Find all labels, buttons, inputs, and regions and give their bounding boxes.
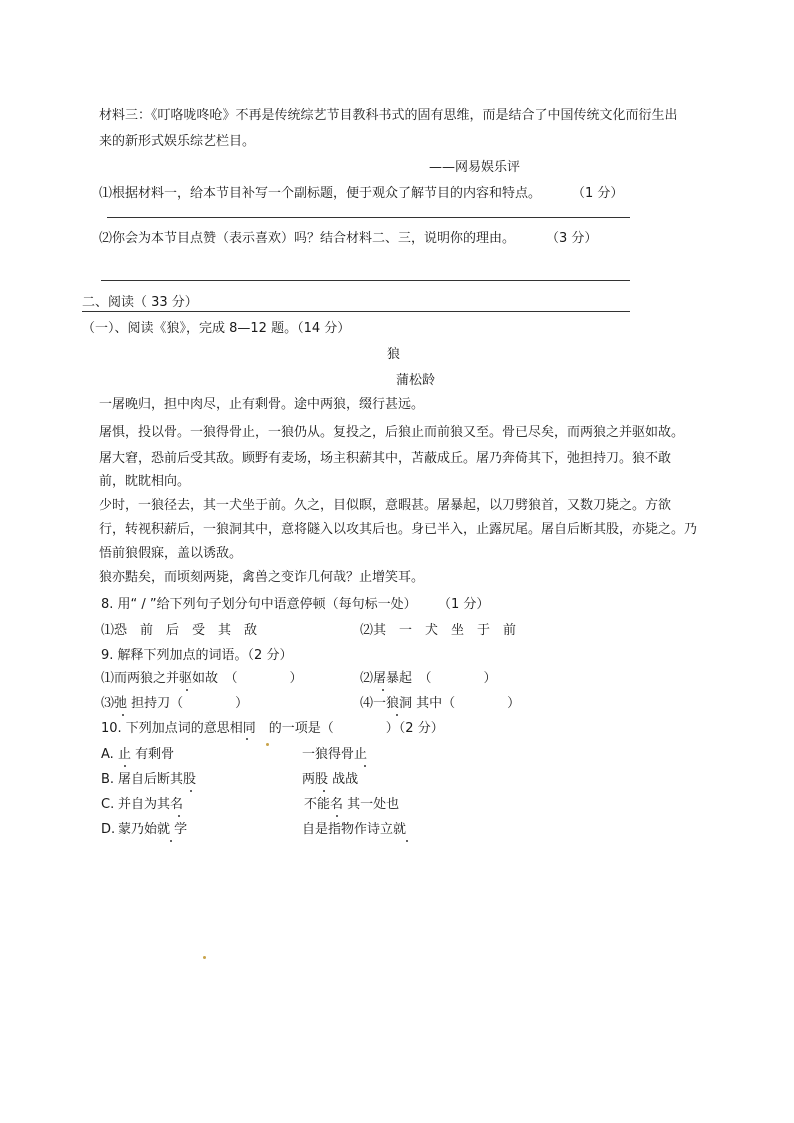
option-b-label: B.: [101, 772, 115, 787]
option-d-label: D.: [101, 822, 116, 837]
question-8-sentence-b: ⑵其 一 犬 坐 于 前: [360, 623, 517, 638]
question-9-item-a: ⑴而两狼之并驱如故 （ ）: [101, 671, 303, 686]
emphasis-dot: [396, 714, 398, 716]
question-8-points: （1 分）: [438, 597, 490, 612]
question-2-points: （3 分）: [546, 231, 598, 246]
section-2-heading: 二、阅读（ 33 分）: [82, 295, 198, 310]
passage-paragraph-1: 一屠晚归，担中肉尽，止有剩骨。途中两狼，缀行甚远。: [99, 397, 425, 412]
option-a-label: A.: [101, 747, 114, 762]
section-divider: [82, 311, 630, 312]
question-2-text: ⑵你会为本节目点赞（表示喜欢）吗？结合材料二、三，说明你的理由。: [99, 231, 516, 246]
passage-author: 蒲松龄: [396, 373, 436, 388]
material3-line1: 材料三：《叮咯咙咚呛》不再是传统综艺节目教科书式的固有思维，而是结合了中国传统文化而衍生出: [99, 108, 678, 123]
passage-paragraph-5: 狼亦黠矣，而顷刻两毙，禽兽之变诈几何哉？止增笑耳。: [99, 570, 425, 585]
passage-paragraph-4-line-1: 少时，一狼径去，其一犬坐于前。久之，目似瞑，意暇甚。屠暴起，以刀劈狼首，又数刀毙之。方欲: [99, 498, 672, 513]
question-9-item-d: ⑷一狼洞 其中（ ）: [360, 696, 521, 711]
question-9-text: 9. 解释下列加点的词语。（2 分）: [101, 648, 293, 663]
question-9-item-b: ⑵屠暴起 （ ）: [360, 671, 497, 686]
passage-paragraph-2: 屠惧，投以骨。一狼得骨止，一狼仍从。复投之，后狼止而前狼又至。骨已尽矣，而两狼之并驱如故。: [99, 425, 685, 440]
emphasis-dot: [122, 714, 124, 716]
question-8-text: 8. 用“ / ”给下列句子划分句中语意停顿（每句标一处）: [101, 597, 417, 612]
option-b-left: 屠自后断其股: [118, 772, 197, 787]
emphasis-dot: [186, 689, 188, 691]
passage-paragraph-3-line-1: 屠大窘，恐前后受其敌。顾野有麦场，场主积薪其中，苫蔽成丘。屠乃奔倚其下，弛担持刀。狼不敢: [99, 451, 672, 466]
material3-line2: 来的新形式娱乐综艺栏目。: [99, 134, 256, 149]
emphasis-dot: [336, 815, 338, 817]
passage-paragraph-4-line-2: 行，转视积薪后，一狼洞其中，意将隧入以攻其后也。身已半入，止露尻尾。屠自后断其股，亦毙之。乃: [99, 522, 698, 537]
emphasis-dot: [170, 840, 172, 842]
material3-source: ——网易娱乐评: [429, 160, 521, 175]
option-d-left: 蒙乃始就 学: [118, 822, 188, 837]
emphasis-dot: [178, 815, 180, 817]
scan-speck: [203, 956, 206, 959]
emphasis-dot: [382, 689, 384, 691]
question-8-sentence-a: ⑴恐 前 后 受 其 敌: [101, 623, 258, 638]
passage-paragraph-4-line-3: 悟前狼假寐，盖以诱敌。: [99, 546, 243, 561]
question-1-points: （1 分）: [572, 186, 624, 201]
emphasis-dot: [364, 765, 366, 767]
option-d-right: 自是指物作诗立就: [302, 822, 407, 837]
answer-line-1[interactable]: [107, 217, 630, 218]
question-10-text: 10. 下列加点词的意思相同 的一项是（ ）（2 分）: [101, 721, 444, 736]
option-b-right: 两股 战战: [302, 772, 359, 787]
option-c-right: 不能名 其一处也: [304, 797, 400, 812]
emphasis-dot: [124, 765, 126, 767]
question-1-text: ⑴根据材料一，给本节目补写一个副标题，便于观众了解节目的内容和特点。: [99, 186, 542, 201]
question-9-item-c: ⑶弛 担持刀（ ）: [101, 696, 249, 711]
passage-title: 狼: [387, 347, 401, 362]
option-c-label: C.: [101, 797, 115, 812]
emphasis-dot: [323, 790, 325, 792]
emphasis-dot: [190, 790, 192, 792]
answer-line-2[interactable]: [101, 280, 630, 281]
scan-speck: [266, 743, 269, 746]
option-a-right: 一狼得骨止: [302, 747, 368, 762]
emphasis-dot: [406, 840, 408, 842]
emphasis-dot: [246, 738, 248, 740]
part-1-heading: （一）、阅读《狼》，完成 8—12 题。（14 分）: [82, 321, 351, 336]
option-a-left: 止 有剩骨: [118, 747, 175, 762]
option-c-left: 并自为其名: [118, 797, 184, 812]
passage-paragraph-3-line-2: 前，眈眈相向。: [99, 474, 191, 489]
